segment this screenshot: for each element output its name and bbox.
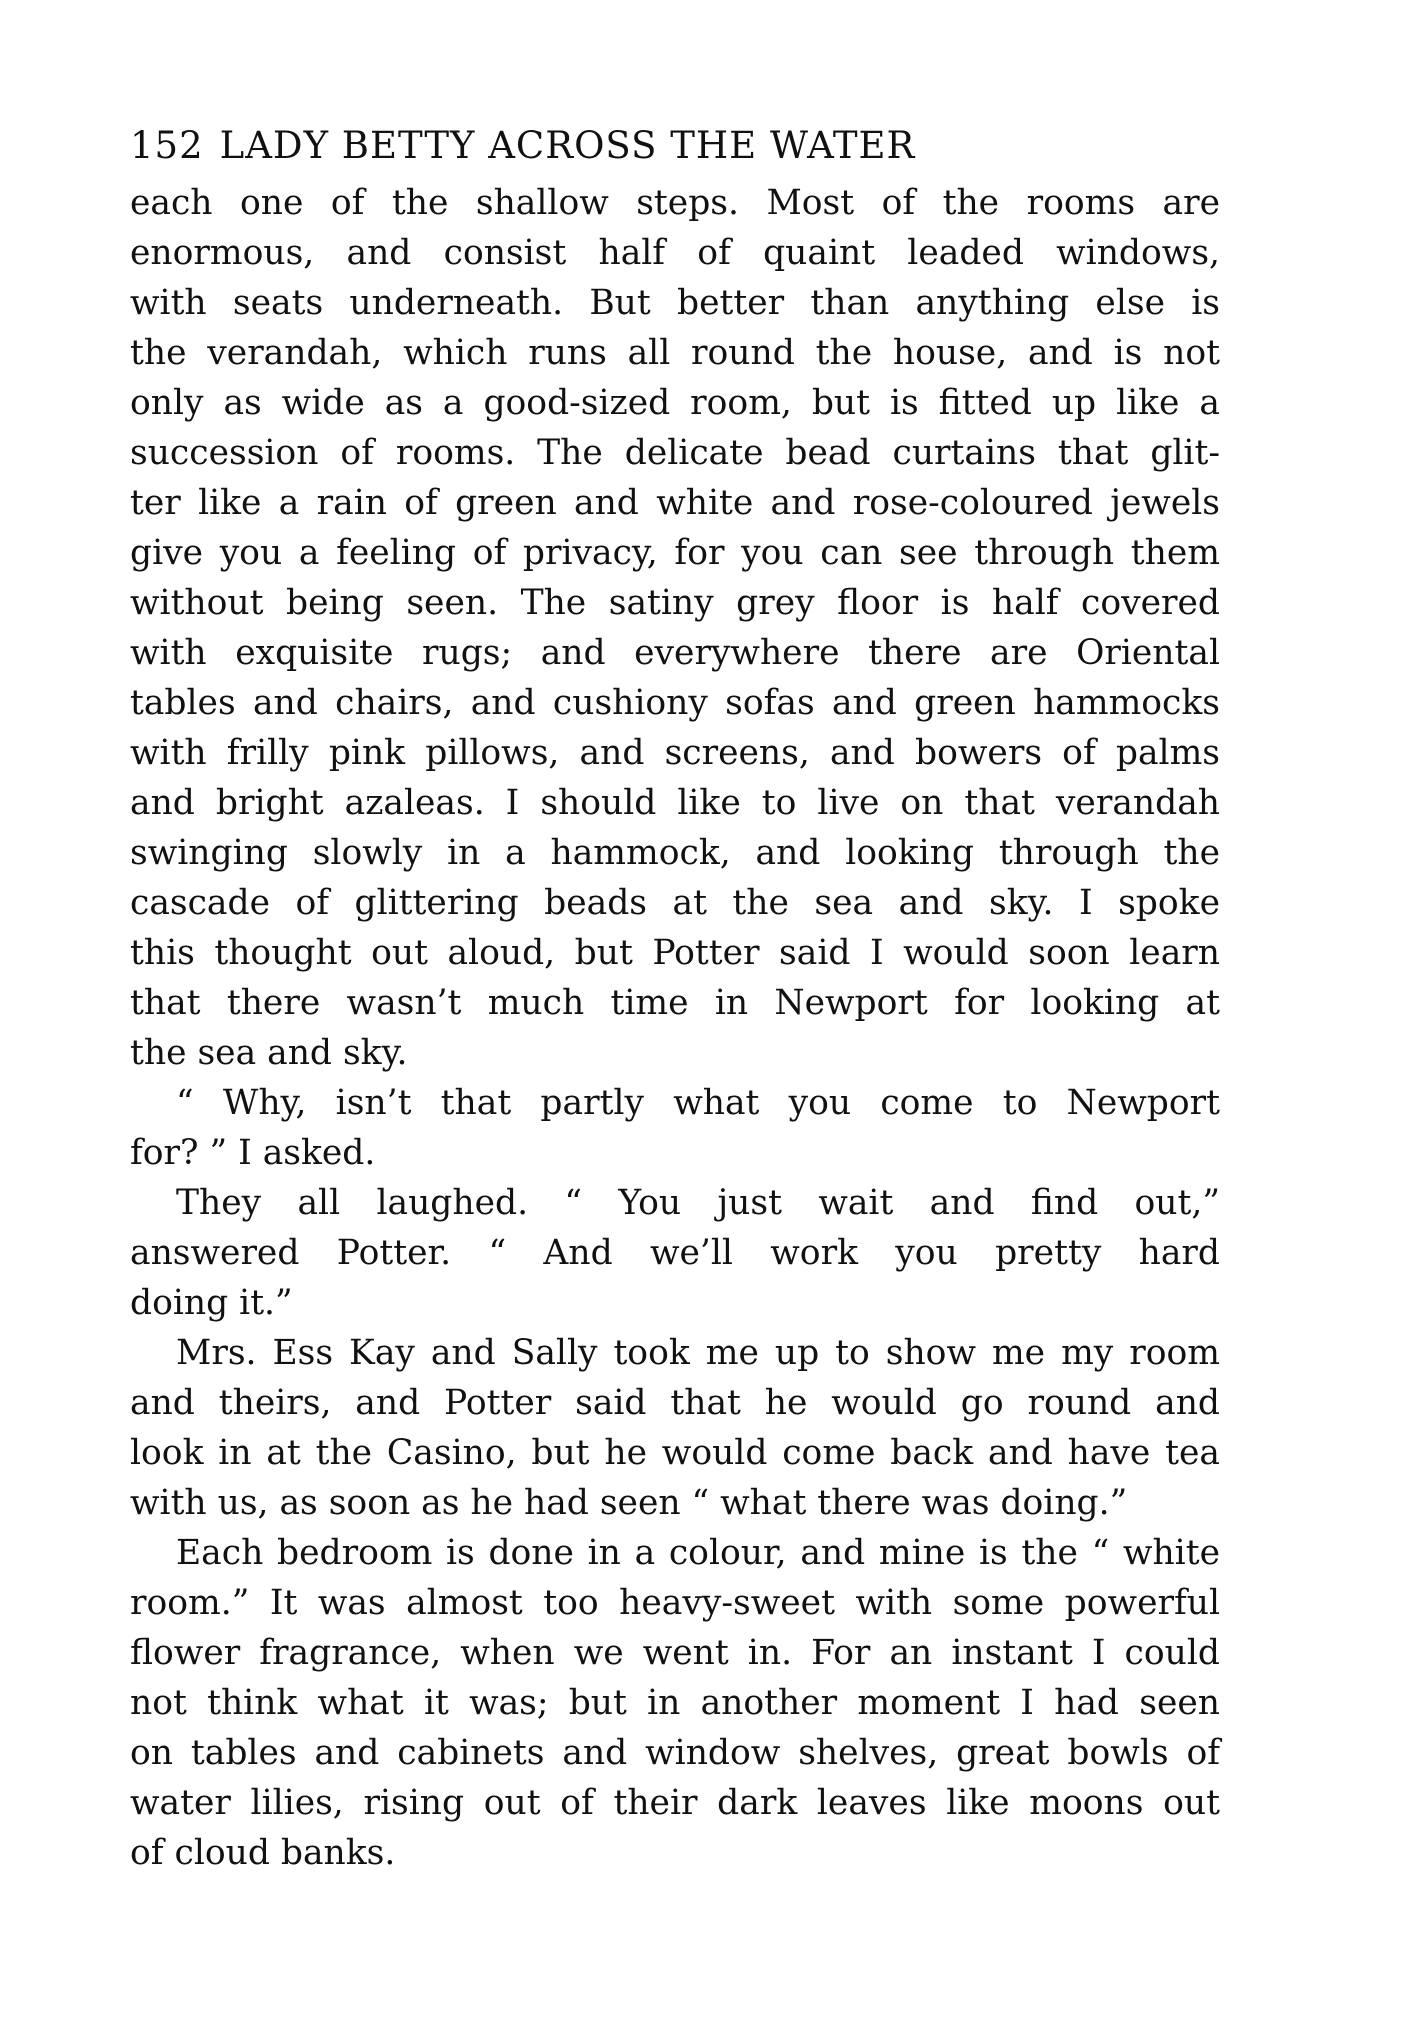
text-line: and bright azaleas. I should like to live on that verandah	[130, 783, 1220, 823]
text-line: “ Why, isn’t that partly what you come to Newport	[176, 1083, 1220, 1123]
text-line: Each bedroom is done in a colour, and mine is the “ white	[176, 1533, 1220, 1573]
text-line: with seats underneath. But better than anything else is	[130, 283, 1220, 323]
page-number: 152	[130, 124, 204, 167]
text-line: with us, as soon as he had seen “ what there was doing.”	[130, 1483, 1128, 1523]
text-line: enormous, and consist half of quaint leaded windows,	[130, 233, 1220, 273]
text-line: on tables and cabinets and window shelves, great bowls of	[130, 1733, 1220, 1773]
text-line: look in at the Casino, but he would come back and have tea	[130, 1433, 1220, 1473]
text-line: succession of rooms. The delicate bead curtains that glit-	[130, 433, 1220, 473]
text-line: without being seen. The satiny grey floor is half covered	[130, 583, 1220, 623]
text-line: the verandah, which runs all round the house, and is not	[130, 333, 1220, 373]
text-line: room.” It was almost too heavy-sweet with some powerful	[130, 1583, 1220, 1623]
text-line: with frilly pink pillows, and screens, and bowers of palms	[130, 733, 1220, 773]
text-line: of cloud banks.	[130, 1833, 396, 1873]
text-line: flower fragrance, when we went in. For an instant I could	[130, 1633, 1220, 1673]
text-line: swinging slowly in a hammock, and looking through the	[130, 833, 1220, 873]
text-line: answered Potter. “ And we’ll work you pretty hard	[130, 1233, 1220, 1273]
text-line: not think what it was; but in another moment I had seen	[130, 1683, 1220, 1723]
text-line: each one of the shallow steps. Most of the rooms are	[130, 183, 1220, 223]
text-line: water lilies, rising out of their dark leaves like moons out	[130, 1783, 1220, 1823]
text-line: cascade of glittering beads at the sea and sky. I spoke	[130, 883, 1220, 923]
text-line: the sea and sky.	[130, 1033, 408, 1073]
text-line: They all laughed. “ You just wait and find out,”	[176, 1183, 1220, 1223]
text-line: Mrs. Ess Kay and Sally took me up to show me my room	[176, 1333, 1220, 1373]
text-line: doing it.”	[130, 1283, 293, 1323]
text-line: that there wasn’t much time in Newport for looking at	[130, 983, 1220, 1023]
text-line: tables and chairs, and cushiony sofas and green hammocks	[130, 683, 1220, 723]
running-head	[130, 118, 1220, 174]
text-line: give you a feeling of privacy, for you can see through them	[130, 533, 1220, 573]
body-text	[130, 178, 1220, 1878]
book-page	[130, 118, 1220, 1878]
text-line: with exquisite rugs; and everywhere there are Oriental	[130, 633, 1220, 673]
text-line: for? ” I asked.	[130, 1133, 376, 1173]
running-title: LADY BETTY ACROSS THE WATER	[219, 124, 916, 167]
text-line: only as wide as a good-sized room, but is fitted up like a	[130, 383, 1220, 423]
text-line: ter like a rain of green and white and rose-coloured jewels	[130, 483, 1220, 523]
text-line: this thought out aloud, but Potter said I would soon learn	[130, 933, 1220, 973]
text-line: and theirs, and Potter said that he would go round and	[130, 1383, 1220, 1423]
